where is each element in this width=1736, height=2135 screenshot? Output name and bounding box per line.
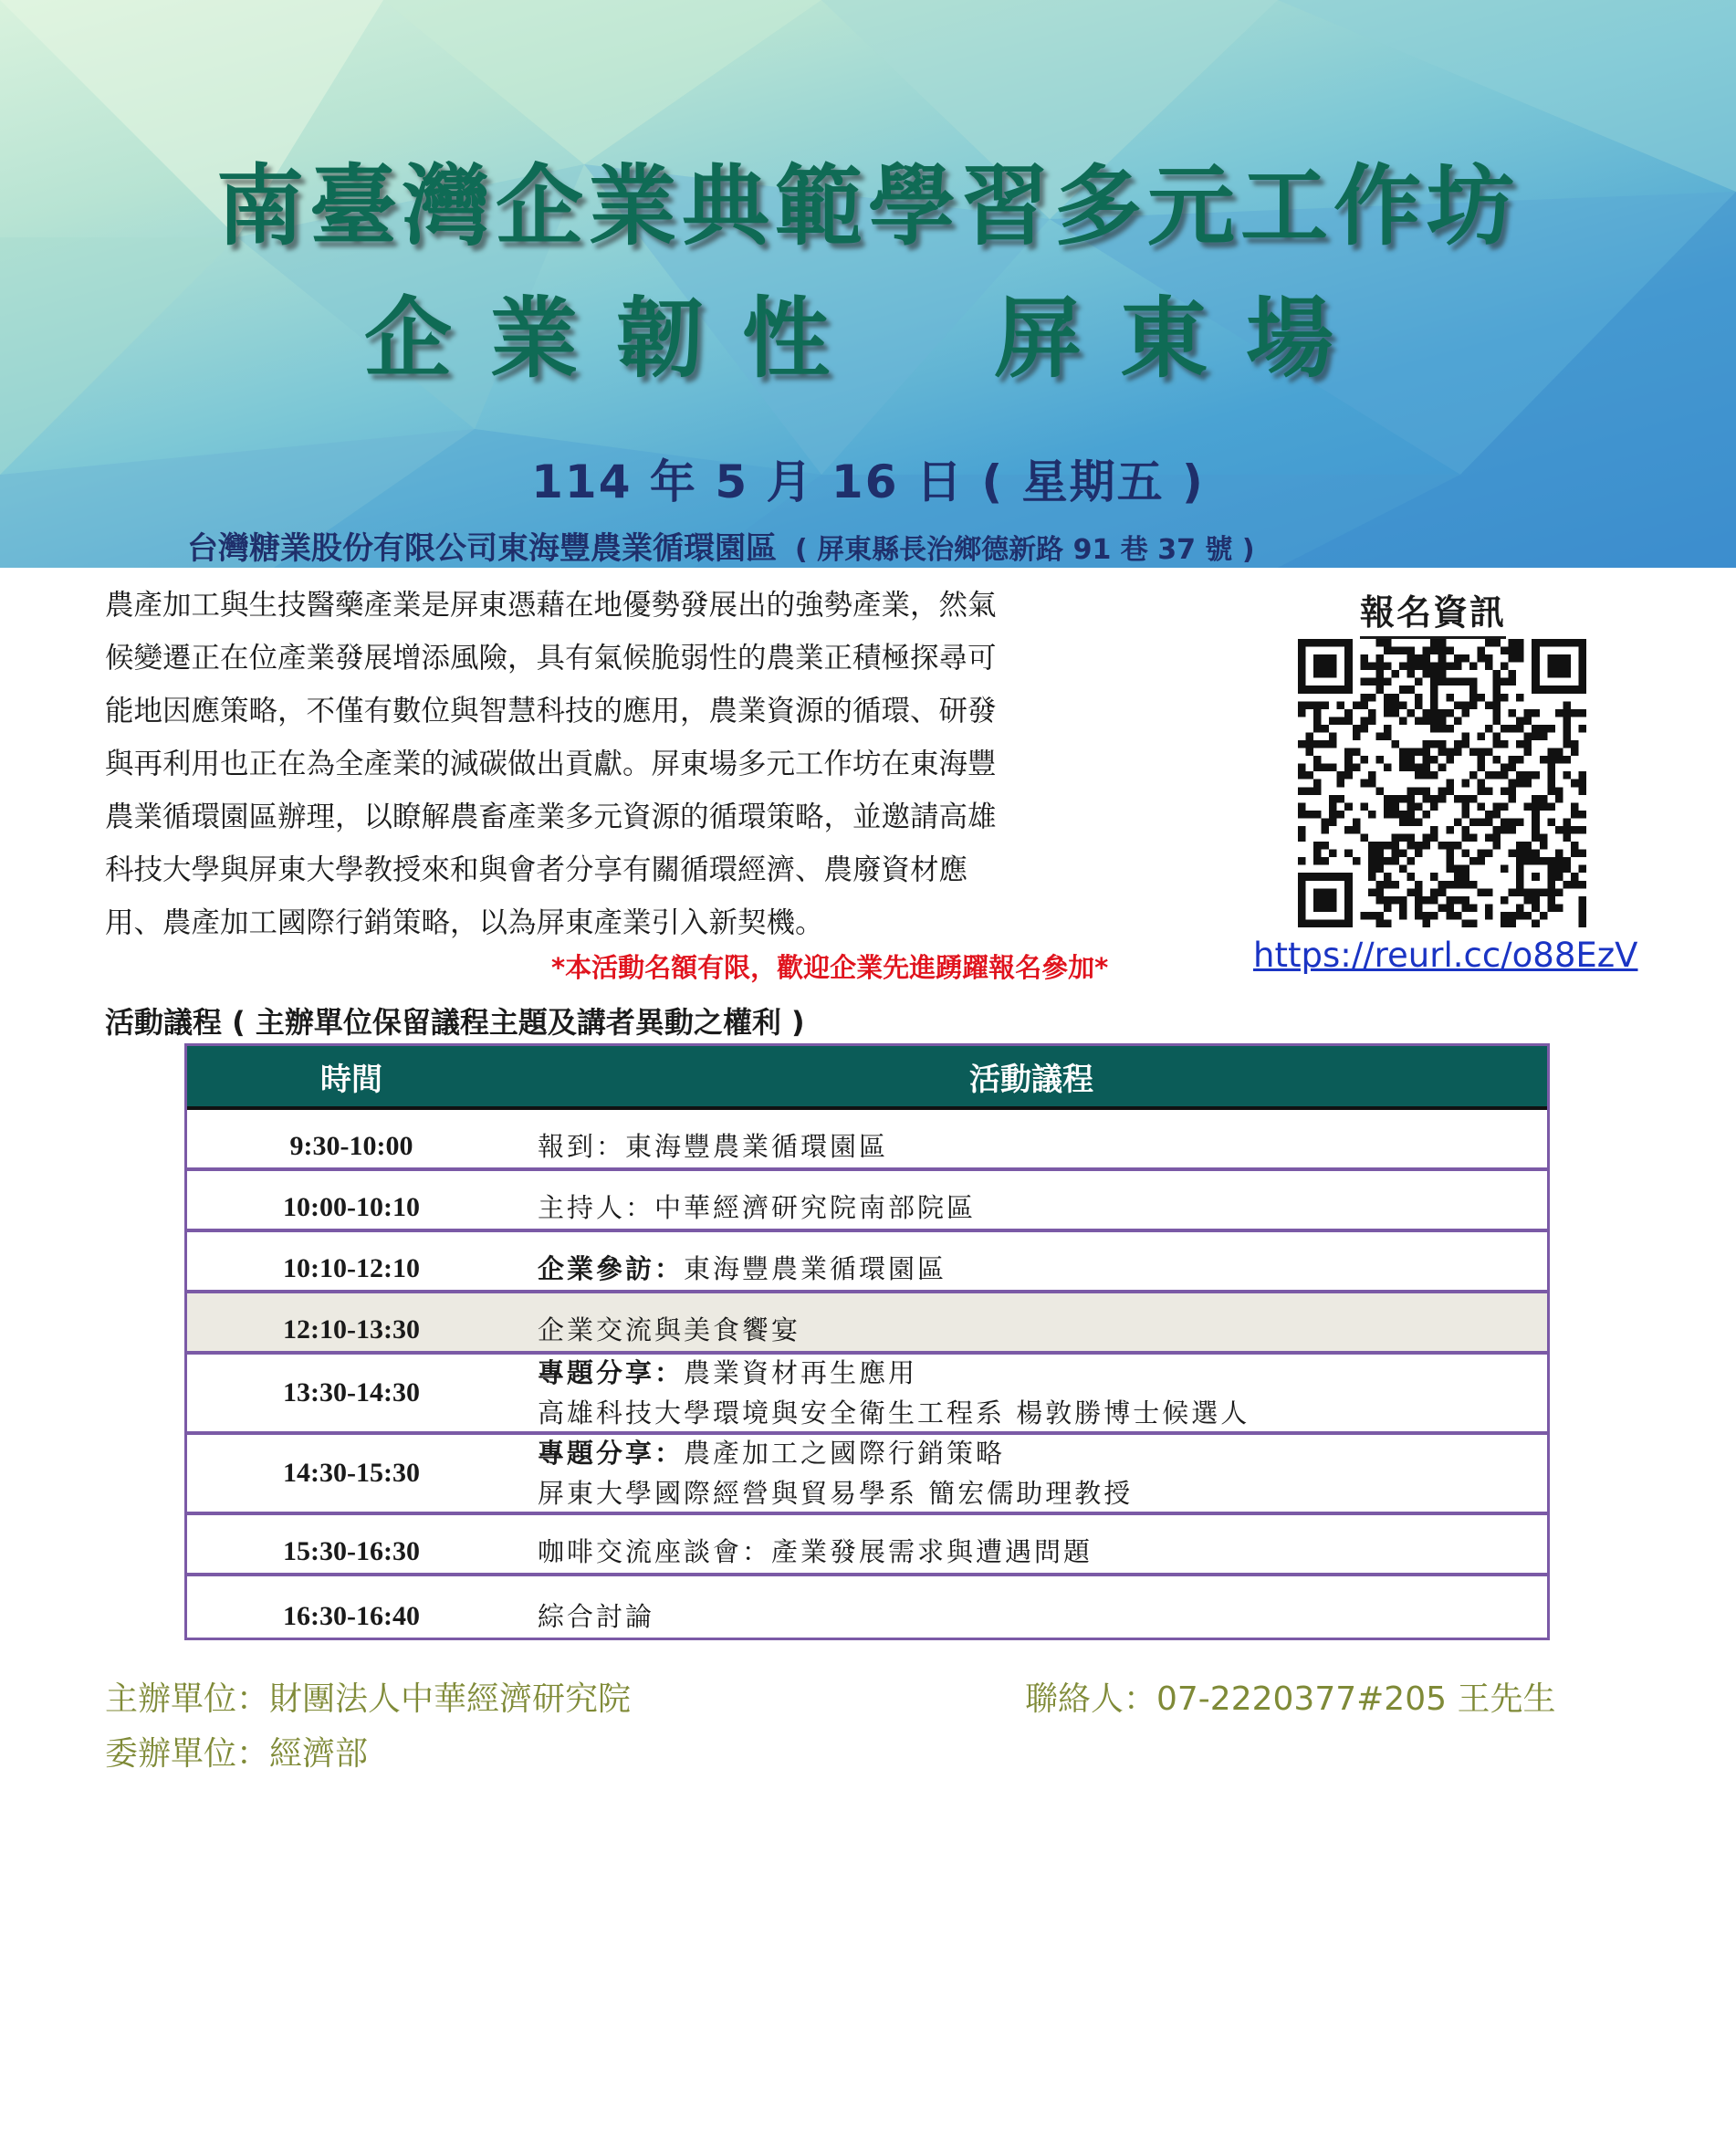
qr-code-icon[interactable] <box>1276 639 1608 927</box>
table-row <box>187 1435 1547 1515</box>
capacity-notice: *本活動名額有限，歡迎企業先進踴躍報名參加* <box>551 952 1109 983</box>
table-row <box>187 1515 1547 1576</box>
intro-paragraph <box>105 579 1228 949</box>
table-row <box>187 1110 1547 1171</box>
intro-line: 農業循環園區辦理，以瞭解農畜產業多元資源的循環策略，並邀請高雄 <box>105 801 997 833</box>
intro-line: 候變遷正在位產業發展增添風險，具有氣候脆弱性的農業正積極探尋可 <box>105 642 997 675</box>
row-activity <box>516 1232 1547 1290</box>
row-speaker: 高雄科技大學環境與安全衛生工程系 楊敦勝博士候選人 <box>538 1397 1250 1429</box>
commissioner: 委辦單位：經濟部 <box>105 1735 369 1773</box>
row-time: 9:30-10:00 <box>289 1131 413 1161</box>
registration-link[interactable]: https://reurl.cc/o88EzV <box>1253 936 1638 975</box>
row-text: 農產加工之國際行銷策略 <box>684 1438 1006 1469</box>
main-title: 南臺灣企業典範學習多元工作坊 <box>216 155 1520 257</box>
agenda-table <box>184 1043 1550 1640</box>
row-text: 企業交流與美食饗宴 <box>538 1314 801 1345</box>
row-bold: 專題分享： <box>538 1438 685 1469</box>
venue-name: 台灣糖業股份有限公司東海豐農業循環園區 <box>187 530 777 567</box>
row-text: 咖啡交流座談會：產業發展需求與遭遇問題 <box>538 1536 1093 1567</box>
row-activity <box>516 1110 1547 1167</box>
intro-line: 與再利用也正在為全產業的減碳做出貢獻。屏東場多元工作坊在東海豐 <box>105 748 997 780</box>
row-speaker: 屏東大學國際經營與貿易學系 簡宏儒助理教授 <box>538 1478 1134 1509</box>
row-activity <box>516 1515 1547 1573</box>
event-date: 114 年 5 月 16 日 ( 星期五 ) <box>531 455 1205 508</box>
intro-line: 農產加工與生技醫藥產業是屏東憑藉在地優勢發展出的強勢產業，然氣 <box>105 589 997 622</box>
table-row <box>187 1355 1547 1435</box>
table-row <box>187 1171 1547 1232</box>
row-activity <box>516 1435 1547 1512</box>
organizer: 主辦單位：財團法人中華經濟研究院 <box>105 1680 632 1718</box>
row-bold: 專題分享： <box>538 1357 685 1388</box>
registration-title: 報名資訊 <box>1360 584 1506 639</box>
row-time: 10:10-12:10 <box>283 1253 420 1283</box>
venue-address: ( 屏東縣長治鄉德新路 91 巷 37 號 ) <box>795 534 1255 566</box>
intro-line: 能地因應策略，不僅有數位與智慧科技的應用，農業資源的循環、研發 <box>105 695 997 727</box>
row-text: 綜合討論 <box>538 1601 655 1632</box>
event-venue <box>187 523 1255 568</box>
row-activity <box>516 1576 1547 1638</box>
table-header <box>187 1046 1547 1110</box>
contact: 聯絡人：07-2220377#205 王先生 <box>1025 1680 1556 1718</box>
sub-title: 企業韌性 屏東場 <box>364 288 1372 390</box>
header-banner <box>0 0 1736 568</box>
intro-line: 用、農產加工國際行銷策略，以為屏東產業引入新契機。 <box>105 906 824 939</box>
row-time: 10:00-10:10 <box>283 1192 420 1222</box>
header-time: 時間 <box>320 1061 382 1098</box>
table-row <box>187 1293 1547 1355</box>
row-activity <box>516 1171 1547 1229</box>
row-text: 農業資材再生應用 <box>684 1357 918 1388</box>
row-time: 13:30-14:30 <box>283 1377 420 1408</box>
row-text: 主持人：中華經濟研究院南部院區 <box>538 1192 977 1223</box>
row-activity <box>516 1355 1547 1431</box>
table-row <box>187 1232 1547 1293</box>
row-text: 報到：東海豐農業循環園區 <box>538 1131 889 1162</box>
intro-line: 科技大學與屏東大學教授來和與會者分享有關循環經濟、農廢資材應 <box>105 853 968 886</box>
row-time: 12:10-13:30 <box>283 1314 420 1345</box>
agenda-title: 活動議程 ( 主辦單位保留議程主題及講者異動之權利 ) <box>105 1005 805 1040</box>
row-activity <box>516 1293 1547 1351</box>
row-time: 16:30-16:40 <box>283 1601 420 1631</box>
row-bold: 企業參訪： <box>538 1253 685 1284</box>
row-time: 15:30-16:30 <box>283 1536 420 1566</box>
header-activity: 活動議程 <box>969 1061 1093 1098</box>
row-text: 東海豐農業循環園區 <box>684 1253 947 1284</box>
table-row <box>187 1576 1547 1638</box>
row-time: 14:30-15:30 <box>283 1458 420 1488</box>
